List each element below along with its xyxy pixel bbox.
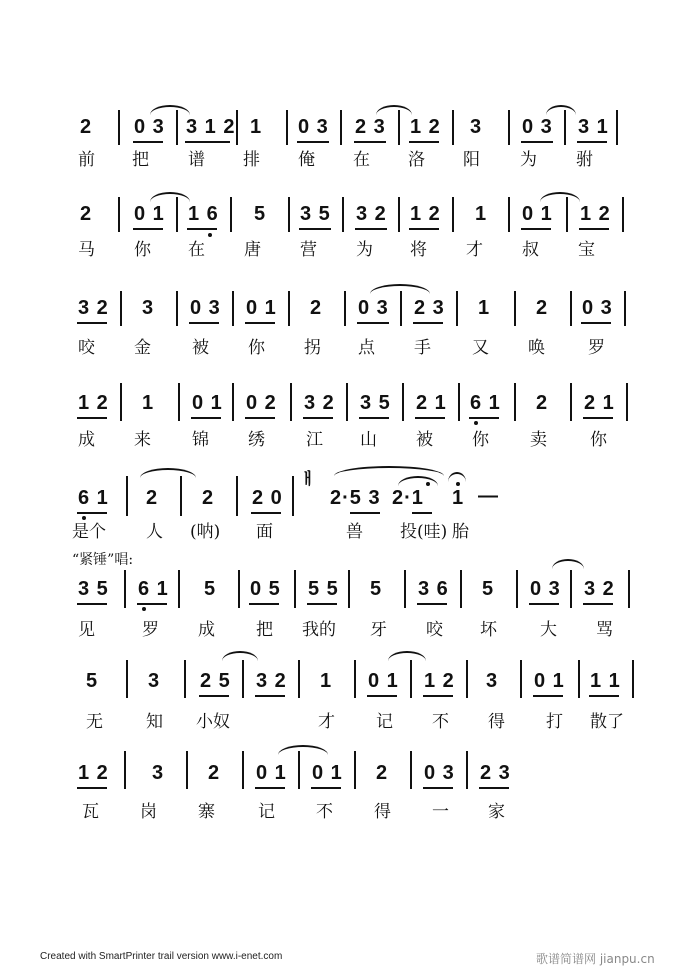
barline — [570, 570, 572, 608]
barline — [126, 476, 128, 516]
underline — [583, 603, 613, 605]
underline — [359, 417, 389, 419]
barline — [176, 197, 178, 232]
barline — [232, 383, 234, 421]
lyric: 大 — [540, 620, 557, 640]
underline — [409, 228, 439, 230]
barline — [342, 197, 344, 232]
underline — [521, 141, 553, 143]
note: 5 — [482, 578, 495, 600]
note: 1 2 — [410, 116, 441, 138]
lyric: 人 — [146, 522, 163, 542]
underline — [199, 695, 229, 697]
note: 2·5 3 — [330, 487, 381, 509]
barline — [180, 476, 182, 516]
lyric: 驸 — [576, 150, 593, 170]
underline — [533, 695, 563, 697]
note: 3 2 — [356, 203, 387, 225]
barline — [288, 197, 290, 232]
note: 2 — [536, 297, 549, 319]
note: 0 3 — [358, 297, 389, 319]
barline — [184, 660, 186, 698]
high-octave-dot — [426, 482, 430, 486]
lyric: 绣 — [248, 430, 265, 450]
note: 0 1 — [134, 203, 165, 225]
underline — [423, 787, 453, 789]
underline — [357, 322, 389, 324]
barline — [626, 383, 628, 421]
lyric: 罗 — [588, 338, 605, 358]
lyric: 被 — [416, 430, 433, 450]
note: 5 — [370, 578, 383, 600]
note: 1 — [320, 670, 333, 692]
note: 2 — [146, 487, 159, 509]
barline — [292, 476, 294, 516]
note: 0 1 — [256, 762, 287, 784]
note: 3 1 2 — [186, 116, 236, 138]
barline — [570, 383, 572, 421]
underline — [249, 603, 279, 605]
barline — [120, 291, 122, 326]
barline — [402, 383, 404, 421]
staff-row-8 — [0, 745, 690, 805]
slur — [150, 105, 190, 115]
note: 2 3 — [480, 762, 511, 784]
footer-credit: Created with SmartPrinter trail version www.i-enet.com — [40, 951, 283, 962]
underline — [350, 512, 380, 514]
barline — [124, 570, 126, 608]
note: 0 2 — [246, 392, 277, 414]
lyric: 瓦 — [82, 802, 99, 822]
barline — [354, 751, 356, 789]
barline — [410, 751, 412, 789]
slur — [546, 105, 576, 115]
note: 6 1 — [78, 487, 109, 509]
barline — [290, 383, 292, 421]
lyric: 营 — [300, 240, 317, 260]
note: 2 3 — [355, 116, 386, 138]
barline — [456, 291, 458, 326]
underline — [245, 417, 275, 419]
note: 0 3 — [530, 578, 561, 600]
barline — [466, 660, 468, 698]
barline — [632, 660, 634, 698]
underline — [412, 512, 432, 514]
lyric: 在 — [353, 150, 370, 170]
lyric: 面 — [256, 522, 273, 542]
underline — [581, 322, 611, 324]
note: 5 — [204, 578, 217, 600]
note: 5 5 — [308, 578, 339, 600]
underline — [589, 695, 619, 697]
lyric: 金 — [134, 338, 151, 358]
underline — [413, 322, 443, 324]
lyric: 牙 — [370, 620, 387, 640]
underline — [185, 141, 230, 143]
note: 3 2 — [256, 670, 287, 692]
lyric: 你 — [248, 338, 265, 358]
lyric: 成 — [78, 430, 95, 450]
lyric: 为 — [520, 150, 537, 170]
slur — [140, 468, 196, 478]
lyric: 又 — [472, 338, 489, 358]
lyric: (呐) — [190, 522, 221, 542]
lyric: 骂 — [596, 620, 613, 640]
note: 0 3 — [522, 116, 553, 138]
note: 3 — [152, 762, 165, 784]
lyric: 咬 — [426, 620, 443, 640]
underline — [297, 141, 329, 143]
lyric: 是个 — [72, 522, 106, 542]
barline — [178, 570, 180, 608]
high-octave-dot — [456, 482, 460, 486]
low-octave-dot — [82, 516, 86, 520]
staff-row-4 — [0, 377, 690, 437]
note: 2 3 — [414, 297, 445, 319]
barline — [398, 110, 400, 145]
lyric: 你 — [472, 430, 489, 450]
barline — [346, 383, 348, 421]
note: 3 5 — [78, 578, 109, 600]
note: 2 — [208, 762, 221, 784]
barline — [242, 751, 244, 789]
lyric: 记 — [376, 712, 393, 732]
low-octave-dot — [208, 233, 212, 237]
lyric: 为 — [356, 240, 373, 260]
barline — [176, 291, 178, 326]
note: 3 2 — [304, 392, 335, 414]
note: 0 1 — [534, 670, 565, 692]
underline — [529, 603, 559, 605]
barline — [348, 570, 350, 608]
note: 2 0 — [252, 487, 283, 509]
note: 0 3 — [424, 762, 455, 784]
barline — [458, 383, 460, 421]
barline — [230, 197, 232, 232]
note: 3 — [148, 670, 161, 692]
underline — [137, 603, 167, 605]
lyric: 手 — [414, 338, 431, 358]
lyric: 记 — [258, 802, 275, 822]
barline — [186, 751, 188, 789]
lyric: 在 — [188, 240, 205, 260]
note: 2 — [202, 487, 215, 509]
underline — [367, 695, 397, 697]
underline — [311, 787, 341, 789]
barline — [622, 197, 624, 232]
note: 2 — [80, 116, 93, 138]
note: 2 — [80, 203, 93, 225]
note: 1 — [142, 392, 155, 414]
note: 0 1 — [368, 670, 399, 692]
staff-row-5 — [0, 470, 690, 530]
barline — [236, 476, 238, 516]
watermark: 歌谱简谱网 jianpu.cn — [536, 952, 655, 966]
lyric: 山 — [360, 430, 377, 450]
underline — [355, 228, 387, 230]
note: 0 1 — [312, 762, 343, 784]
barline — [398, 197, 400, 232]
lyric: 罗 — [142, 620, 159, 640]
staff-row-7 — [0, 655, 690, 715]
note: 0 1 — [522, 203, 553, 225]
staff-row-3 — [0, 286, 690, 346]
lyric: 见 — [78, 620, 95, 640]
barline — [242, 660, 244, 698]
note: 2 1 — [584, 392, 615, 414]
lyric: 将 — [410, 240, 427, 260]
note: 3 — [142, 297, 155, 319]
lyric: 小奴 — [196, 712, 230, 732]
barline — [578, 660, 580, 698]
barline — [566, 197, 568, 232]
note: 2 1 — [416, 392, 447, 414]
underline — [77, 603, 107, 605]
lyric: 俺 — [298, 150, 315, 170]
barline — [232, 291, 234, 326]
underline — [189, 322, 219, 324]
barline — [508, 197, 510, 232]
underline — [303, 417, 333, 419]
lyric: 江 — [306, 430, 323, 450]
barline — [118, 197, 120, 232]
lyric: 我的 — [302, 620, 336, 640]
underline — [77, 512, 107, 514]
note: 1 2 — [580, 203, 611, 225]
barline — [624, 291, 626, 326]
note: 1 1 — [590, 670, 621, 692]
lyric: 点 — [358, 338, 375, 358]
barline — [294, 570, 296, 608]
slur — [376, 105, 412, 115]
underline — [577, 141, 607, 143]
lyric: 前 — [78, 150, 95, 170]
lyric: 把 — [256, 620, 273, 640]
lyric: 马 — [78, 240, 95, 260]
note: 3 6 — [418, 578, 449, 600]
underline — [354, 141, 386, 143]
underline — [133, 141, 163, 143]
note: 6 1 — [138, 578, 169, 600]
barline — [404, 570, 406, 608]
barline — [120, 383, 122, 421]
lyric: 卖 — [530, 430, 547, 450]
lyric: 来 — [134, 430, 151, 450]
underline — [579, 228, 609, 230]
lyric: 投(哇) — [400, 522, 448, 542]
lyric: 唐 — [244, 240, 261, 260]
lyric: 成 — [198, 620, 215, 640]
underline — [307, 603, 337, 605]
underline — [77, 417, 107, 419]
underline — [245, 322, 275, 324]
barline — [466, 751, 468, 789]
note: 3 — [486, 670, 499, 692]
note: 0 3 — [298, 116, 329, 138]
lyric: 打 — [546, 712, 563, 732]
note: 2 5 — [200, 670, 231, 692]
lyric: 才 — [466, 240, 483, 260]
note: 5 — [254, 203, 267, 225]
note: 1 — [250, 116, 263, 138]
note: 2 — [376, 762, 389, 784]
barline — [460, 570, 462, 608]
note: 0 3 — [134, 116, 165, 138]
lyric: 不 — [432, 712, 449, 732]
lyric: 坏 — [480, 620, 497, 640]
slur — [278, 745, 328, 755]
underline — [469, 417, 499, 419]
lyric: 寨 — [198, 802, 215, 822]
fermata — [448, 472, 466, 482]
lyric: 锦 — [192, 430, 209, 450]
lyric: 岗 — [140, 802, 157, 822]
barline — [340, 110, 342, 145]
note: 2·1 — [392, 487, 424, 509]
underline — [77, 322, 107, 324]
barline — [410, 660, 412, 698]
barline — [118, 110, 120, 145]
lyric: 叔 — [522, 240, 539, 260]
note: 3 5 — [360, 392, 391, 414]
lyric: 才 — [318, 712, 335, 732]
note: 1 2 — [78, 392, 109, 414]
note: 3 — [470, 116, 483, 138]
underline — [255, 787, 285, 789]
lyric: 得 — [374, 802, 391, 822]
low-octave-dot — [142, 607, 146, 611]
barline — [354, 660, 356, 698]
barline — [298, 751, 300, 789]
barline — [628, 570, 630, 608]
lyric: 谱 — [188, 150, 205, 170]
lyric: 一 — [432, 802, 449, 822]
note: 0 3 — [190, 297, 221, 319]
lyric: 无 — [86, 712, 103, 732]
lyric: 唤 — [528, 338, 545, 358]
barline — [400, 291, 402, 326]
barline — [520, 660, 522, 698]
note: 0 3 — [582, 297, 613, 319]
underline — [251, 512, 281, 514]
note: 6 1 — [470, 392, 501, 414]
lyric: 知 — [146, 712, 163, 732]
note: 3 5 — [300, 203, 331, 225]
barline — [344, 291, 346, 326]
lyric: 宝 — [578, 240, 595, 260]
barline — [564, 110, 566, 145]
lyric: 兽 — [346, 522, 363, 542]
section-label: “紧锤”唱: — [72, 552, 134, 568]
barline — [286, 110, 288, 145]
underline — [417, 603, 447, 605]
underline — [133, 228, 163, 230]
lyric: 散了 — [590, 712, 624, 732]
note: 1 — [478, 297, 491, 319]
lyric: 把 — [132, 150, 149, 170]
barline — [514, 291, 516, 326]
barline — [178, 383, 180, 421]
note: 5 — [86, 670, 99, 692]
barline — [238, 570, 240, 608]
underline — [521, 228, 551, 230]
underline — [423, 695, 453, 697]
note: ㅐ — [300, 471, 317, 488]
note: 1 — [475, 203, 488, 225]
barline — [124, 751, 126, 789]
lyric: 你 — [590, 430, 607, 450]
lyric: 家 — [488, 802, 505, 822]
lyric: 被 — [192, 338, 209, 358]
note: 0 5 — [250, 578, 281, 600]
underline — [187, 228, 217, 230]
note: 3 2 — [78, 297, 109, 319]
slur — [150, 192, 190, 202]
barline — [452, 197, 454, 232]
underline — [77, 787, 107, 789]
slur — [398, 476, 438, 486]
lyric-row-8 — [0, 802, 690, 862]
lyric: 阳 — [463, 150, 480, 170]
lyric: 你 — [134, 240, 151, 260]
slur — [540, 192, 580, 202]
barline — [452, 110, 454, 145]
lyric: 咬 — [78, 338, 95, 358]
underline — [191, 417, 221, 419]
note: 3 2 — [584, 578, 615, 600]
note: 2 — [310, 297, 323, 319]
note: 0 1 — [192, 392, 223, 414]
barline — [298, 660, 300, 698]
lyric: 不 — [316, 802, 333, 822]
barline — [570, 291, 572, 326]
barline — [616, 110, 618, 145]
lyric: 拐 — [304, 338, 321, 358]
lyric: 胎 — [452, 522, 469, 542]
staff-row-6 — [0, 565, 690, 625]
note: — — [478, 485, 499, 507]
barline — [508, 110, 510, 145]
underline — [409, 141, 439, 143]
lyric: 排 — [243, 150, 260, 170]
underline — [255, 695, 285, 697]
barline — [176, 110, 178, 145]
note: 1 2 — [78, 762, 109, 784]
underline — [415, 417, 445, 419]
low-octave-dot — [474, 421, 478, 425]
underline — [299, 228, 331, 230]
lyric: 得 — [488, 712, 505, 732]
note: 0 1 — [246, 297, 277, 319]
note: 1 6 — [188, 203, 219, 225]
barline — [288, 291, 290, 326]
barline — [514, 383, 516, 421]
barline — [516, 570, 518, 608]
note: 1 — [452, 487, 465, 509]
note: 2 — [536, 392, 549, 414]
barline — [236, 110, 238, 145]
underline — [583, 417, 613, 419]
underline — [479, 787, 509, 789]
note: 1 2 — [424, 670, 455, 692]
barline — [126, 660, 128, 698]
lyric: 洛 — [408, 150, 425, 170]
note: 1 2 — [410, 203, 441, 225]
note: 3 1 — [578, 116, 609, 138]
